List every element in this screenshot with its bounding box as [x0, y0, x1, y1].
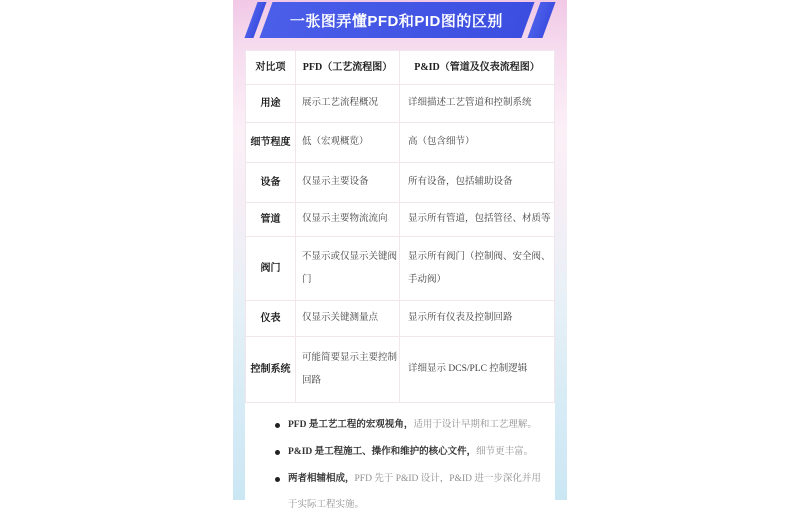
content-card — [245, 50, 555, 510]
table-row — [246, 85, 555, 123]
pid-cell: 显示所有仪表及控制回路 — [400, 301, 555, 337]
pid-cell: 高（包含细节） — [400, 123, 555, 163]
pfd-cell: 低（宏观概览） — [296, 123, 400, 163]
row-label: 阀门 — [246, 237, 296, 301]
row-label: 仪表 — [246, 301, 296, 337]
pfd-cell: 仅显示主要物流流向 — [296, 203, 400, 237]
row-label: 细节程度 — [246, 123, 296, 163]
pfd-cell: 不显示或仅显示关键阀门 — [296, 237, 400, 301]
row-label: 管道 — [246, 203, 296, 237]
pid-cell: 详细显示 DCS/PLC 控制逻辑 — [400, 337, 555, 403]
pid-cell: 显示所有阀门（控制阀、安全阀、手动阀） — [400, 237, 555, 301]
row-label: 设备 — [246, 163, 296, 203]
pid-cell: 显示所有管道，包括管径、材质等 — [400, 203, 555, 237]
table-row — [246, 203, 555, 237]
table-row — [246, 123, 555, 163]
note-lead-text: P&ID 是工程施工、操作和维护的核心文件， — [288, 447, 477, 457]
note-rest-text: 适用于设计早期和工艺理解。 — [413, 420, 537, 430]
list-item — [275, 412, 543, 438]
comparison-table — [245, 50, 555, 403]
bullet-icon — [275, 450, 280, 455]
column-header-pfd: PFD（工艺流程图） — [296, 51, 400, 85]
pid-cell: 所有设备，包括辅助设备 — [400, 163, 555, 203]
page-title: 一张图弄懂PFD和PID图的区别 — [290, 12, 504, 30]
note-lead-text: 两者相辅相成， — [288, 474, 355, 484]
bullet-icon — [275, 477, 280, 482]
column-header-compare-item: 对比项 — [246, 51, 296, 85]
list-item — [275, 466, 543, 518]
pfd-cell: 展示工艺流程概况 — [296, 85, 400, 123]
infographic-poster — [233, 0, 567, 510]
list-item — [275, 439, 543, 465]
summary-notes — [275, 412, 543, 518]
pfd-cell: 仅显示关键测量点 — [296, 301, 400, 337]
table-row — [246, 337, 555, 403]
row-label: 控制系统 — [246, 337, 296, 403]
note-lead-text: PFD 是工艺工程的宏观视角， — [288, 420, 414, 430]
table-header-row — [246, 51, 555, 85]
pfd-cell: 仅显示主要设备 — [296, 163, 400, 203]
table-row — [246, 237, 555, 301]
column-header-pid: P&ID（管道及仪表流程图） — [400, 51, 555, 85]
pfd-cell: 可能简要显示主要控制回路 — [296, 337, 400, 403]
table-row — [246, 163, 555, 203]
title-banner — [233, 2, 567, 38]
bullet-icon — [275, 423, 280, 428]
pid-cell: 详细描述工艺管道和控制系统 — [400, 85, 555, 123]
note-rest-text: PFD 先于 P&ID 设计，P&ID 进一步深化并用于实际工程实施。 — [288, 474, 541, 510]
row-label: 用途 — [246, 85, 296, 123]
title-banner-body — [259, 2, 534, 38]
table-row — [246, 301, 555, 337]
note-rest-text: 细节更丰富。 — [476, 447, 534, 457]
